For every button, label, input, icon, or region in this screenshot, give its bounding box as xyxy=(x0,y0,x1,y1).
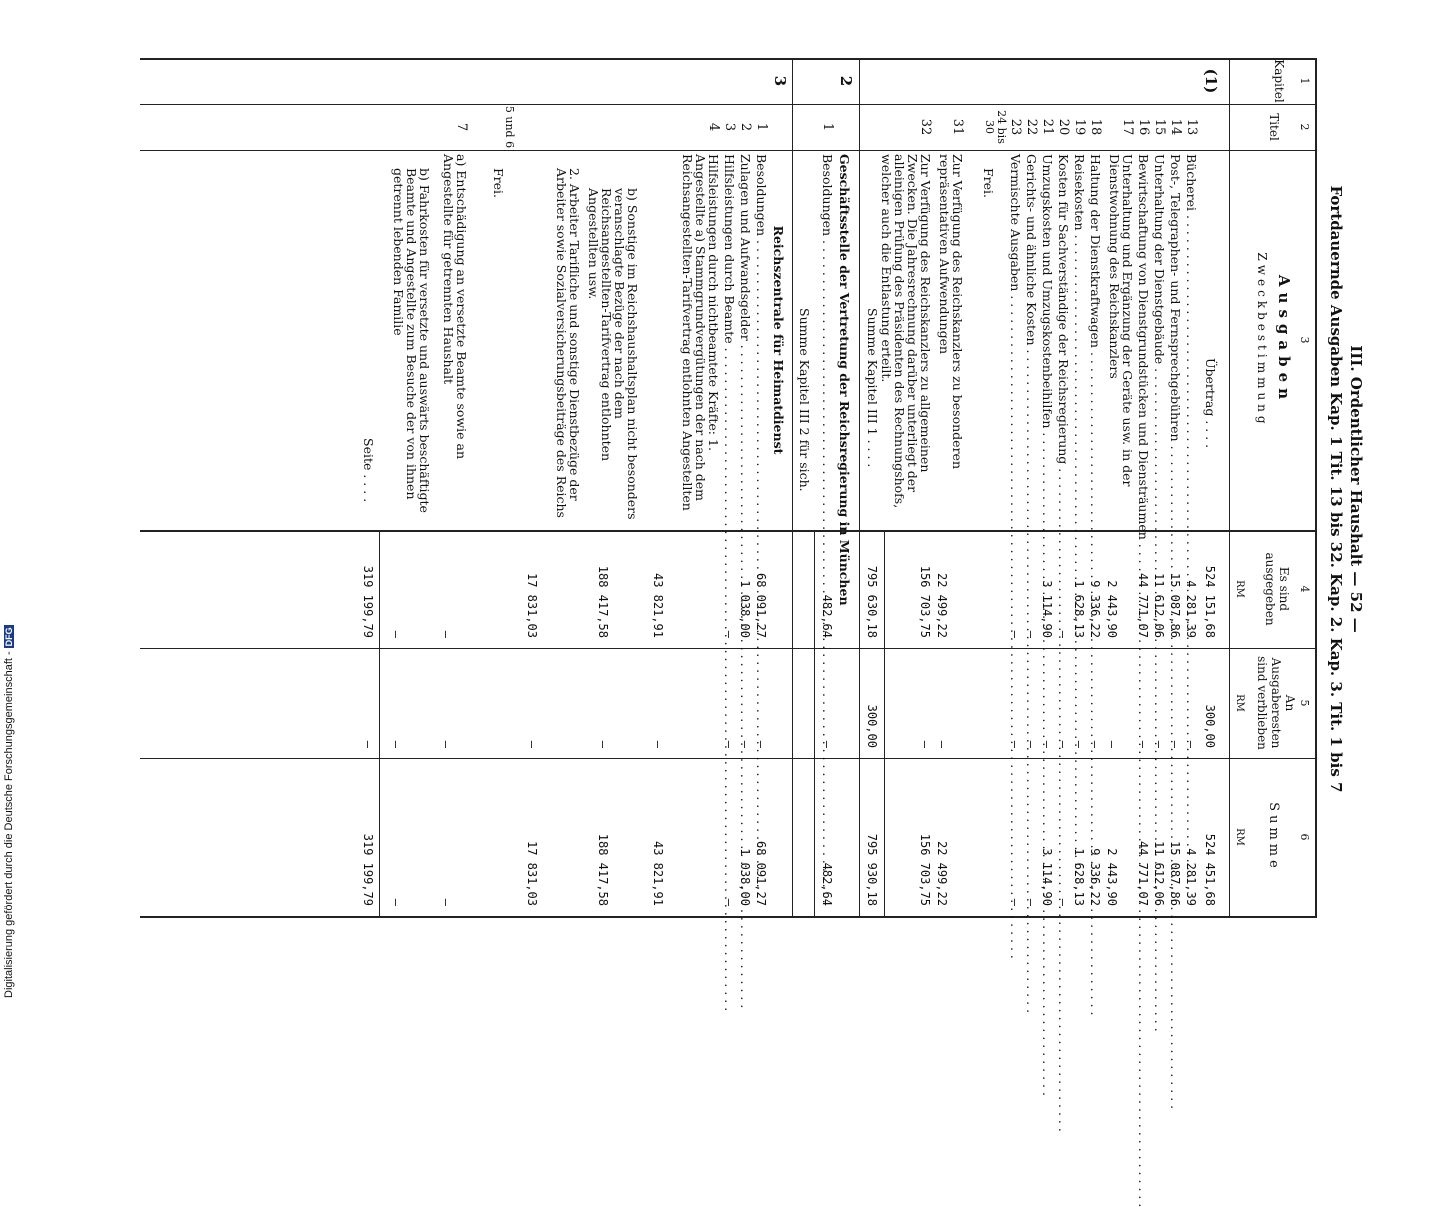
row-description: Zur Verfügung des Reichskanzlers zu besonderen repräsentativen Aufwendungen xyxy=(937,154,965,469)
amount-spent: 524 151,68 xyxy=(1203,565,1217,638)
amount-remaining: 300,00 xyxy=(1203,704,1217,748)
row-description: b) Fahrkosten für versetzte und auswärts beschäftigte Beamte und Angestellte zum Besuche der von ihnen getrennt lebenden Familie xyxy=(391,168,432,513)
titel-number: 3 xyxy=(722,122,737,132)
titel-number: 18 xyxy=(1088,118,1103,136)
row-description: Summe Kapitel III 2 für sich. xyxy=(797,308,812,492)
amount-remaining: — xyxy=(1072,740,1086,748)
table-border-left xyxy=(140,58,1315,60)
row-description: Gerichts- und ähnliche Kosten . . . xyxy=(1025,154,1038,526)
amount-remaining: — xyxy=(1040,740,1054,748)
titel-number: 14 xyxy=(1168,118,1183,136)
page-header-line2: Fortdauernde Ausgaben Kap. 1 Tit. 13 bis 32. Kap. 2. Kap. 3. Tit. 1 bis 7 xyxy=(1327,185,1345,793)
titel-number: 19 xyxy=(1072,118,1087,136)
amount-spent: 319 199,79 xyxy=(361,565,375,638)
kapitel-number: (1) xyxy=(1202,68,1220,94)
column-number-3: 3 xyxy=(1298,336,1311,344)
amount-spent: 3 114,90 xyxy=(1040,580,1054,638)
amount-remaining: — xyxy=(439,740,453,748)
row-description: Umzugskosten und Umzugskostenbeihilfen . . . xyxy=(1041,154,1054,526)
amount-total: 15 087,86 xyxy=(1168,840,1182,906)
titel-number: 20 xyxy=(1056,118,1071,136)
dfg-logo: DFG xyxy=(4,627,14,647)
row-description: 2. Arbeiter Tarifliche und sonstige Dienstbezüge der Arbeiter sowie Sozialversicherungsbeiträge des Reichs xyxy=(554,168,582,518)
row-description: Bewirtschaftung von Dienstgrundstücken und Diensträumen . . . xyxy=(1137,154,1150,526)
titel-number: 15 xyxy=(1152,118,1167,136)
amount-total: 2 443,90 xyxy=(1105,848,1119,906)
amount-total: — xyxy=(722,898,736,906)
column-header-zweck: Zweckbestimmung xyxy=(1255,252,1269,428)
kapitel-number: 2 xyxy=(837,75,855,87)
titel-number: 5 und 6 xyxy=(503,105,516,149)
row-description: Bücherei . . . xyxy=(1185,154,1198,526)
page-header-line1: III. Ordentlicher Haushalt — 52 — xyxy=(1347,345,1365,633)
amount-total: 4 281,39 xyxy=(1184,848,1198,906)
amount-spent: 156 703,75 xyxy=(918,565,932,638)
titel-number: 22 xyxy=(1024,118,1039,136)
column-number-1: 1 xyxy=(1298,77,1311,85)
column-header-summe: Summe xyxy=(1266,802,1281,872)
amount-spent: 22 499,22 xyxy=(935,572,949,638)
titel-number: 31 xyxy=(950,118,965,136)
row-description: b) Sonstige im Reichshaushaltsplan nicht besonders veranschlagte Bezüge der nach dem Reichsangestellten-Tarifvertrag entlohnten Angestellten usw. xyxy=(586,188,640,520)
amount-total: 22 499,22 xyxy=(935,840,949,906)
amount-total: 43 821,91 xyxy=(651,840,665,906)
amount-total: 319 199,79 xyxy=(361,833,375,906)
sum-rule xyxy=(884,530,885,918)
row-description: Reisekosten . . . xyxy=(1073,154,1086,526)
column-header-titel: Titel xyxy=(1267,113,1281,141)
column-rule xyxy=(140,150,1315,151)
amount-spent: — xyxy=(1056,630,1070,638)
amount-spent: — xyxy=(722,630,736,638)
unit-label: RM xyxy=(1234,828,1245,846)
unit-label: RM xyxy=(1234,694,1245,712)
amount-spent: — xyxy=(439,630,453,638)
row-description: Frei. xyxy=(981,168,996,199)
column-number-2: 2 xyxy=(1298,123,1311,131)
amount-remaining: — xyxy=(918,740,932,748)
titel-number: 24 bis 30 xyxy=(983,110,1008,144)
titel-number: 21 xyxy=(1040,118,1055,136)
digitization-note-text: Digitalisierung gefördert durch die Deutsche Forschungsgemeinschaft - xyxy=(3,651,15,998)
amount-spent: 17 831,03 xyxy=(525,572,539,638)
sum-rule xyxy=(379,530,380,918)
row-description: Hilfsleistungen durch Beamte . . . xyxy=(723,154,736,526)
row-description: Übertrag . . . . xyxy=(1203,358,1218,449)
titel-number: 4 xyxy=(706,122,721,132)
column-header-reste: An Ausgaberesten sind verblieben xyxy=(1255,656,1297,750)
amount-total: 1 038,00 xyxy=(738,848,752,906)
amount-total: 524 451,68 xyxy=(1203,833,1217,906)
amount-total: 3 114,90 xyxy=(1040,848,1054,906)
amount-total: 795 930,18 xyxy=(865,833,879,906)
amount-total: 156 703,75 xyxy=(918,833,932,906)
column-header-ausgaben: Ausgaben xyxy=(1275,274,1293,406)
amount-total: 68 091,27 xyxy=(754,840,768,906)
amount-remaining: — xyxy=(1008,740,1022,748)
amount-remaining: — xyxy=(935,740,949,748)
row-description: Besoldungen . . . xyxy=(755,154,768,526)
amount-total: — xyxy=(1056,898,1070,906)
unit-label: RM xyxy=(1234,580,1245,598)
amount-total: — xyxy=(1008,898,1022,906)
amount-total: 482,64 xyxy=(820,862,834,906)
amount-remaining: — xyxy=(1088,740,1102,748)
titel-number: 7 xyxy=(454,122,469,132)
amount-spent: 43 821,91 xyxy=(651,572,665,638)
amount-total: — xyxy=(1024,898,1038,906)
amount-total: 188 417,58 xyxy=(596,833,610,906)
amount-remaining: — xyxy=(1105,740,1119,748)
column-header-ausgegeben: Es sind ausgegeben xyxy=(1263,552,1291,626)
amount-remaining: — xyxy=(1056,740,1070,748)
amount-spent: 2 443,90 xyxy=(1105,580,1119,638)
amount-spent: — xyxy=(389,630,403,638)
row-description: Seite . . . . xyxy=(361,438,376,503)
row-description: Kosten für Sachverständige der Reichsregierung . . . xyxy=(1057,154,1070,526)
rotated-ledger-page xyxy=(137,58,1367,920)
amount-remaining: — xyxy=(651,740,665,748)
ledger-table xyxy=(140,58,1317,918)
row-description: a) Entschädigung an versetzte Beamte sowie an Angestellte für getrennten Haushalt xyxy=(441,154,469,460)
row-description: Summe Kapitel III 1 . . . . xyxy=(865,308,880,468)
row-description: Haltung der Dienstkraftwagen . . . xyxy=(1089,154,1102,526)
amount-total: — xyxy=(439,898,453,906)
sum-rule xyxy=(814,530,815,918)
row-description: Post-, Telegraphen- und Fernsprechgebühren . . . xyxy=(1169,154,1182,526)
amount-spent: — xyxy=(1024,630,1038,638)
row-description: Hilfsleistungen durch nichtbeamtete Kräfte: 1. Angestellte a) Stammgrundvergütungen der nach dem Reichsangestellten-Tarifvertrag entlohnten Angestellten xyxy=(680,154,721,511)
amount-spent: 482,64 xyxy=(820,594,834,638)
section-heading: Geschäftsstelle der Vertretung der Reichsregierung in München xyxy=(837,154,852,606)
amount-remaining: — xyxy=(820,740,834,748)
amount-remaining: — xyxy=(525,740,539,748)
amount-remaining: — xyxy=(738,740,752,748)
amount-spent: 795 630,18 xyxy=(865,565,879,638)
column-number-5: 5 xyxy=(1298,699,1311,707)
row-description: Zulagen und Aufwandsgelder . . . xyxy=(739,154,752,526)
amount-total: 17 831,03 xyxy=(525,840,539,906)
amount-spent: 44 771,07 xyxy=(1136,572,1150,638)
kapitel-number: 3 xyxy=(771,75,789,87)
titel-number: 1 xyxy=(754,122,769,132)
amount-remaining: — xyxy=(1168,740,1182,748)
section-rule xyxy=(859,58,860,918)
row-description: Unterhaltung der Dienstgebäude . . . xyxy=(1153,154,1166,526)
amount-remaining: — xyxy=(596,740,610,748)
amount-spent: — xyxy=(1008,630,1022,638)
row-description: Besoldungen . . . xyxy=(821,154,834,526)
titel-number: 13 xyxy=(1184,118,1199,136)
row-description: Vermischte Ausgaben . . . xyxy=(1009,154,1022,526)
titel-number: 16 xyxy=(1136,118,1151,136)
digitization-note xyxy=(3,625,15,998)
titel-number: 23 xyxy=(1008,118,1023,136)
section-heading: Reichszentrale für Heimatdienst xyxy=(771,225,786,455)
amount-spent: 15 087,86 xyxy=(1168,572,1182,638)
amount-spent: 1 628,13 xyxy=(1072,580,1086,638)
amount-spent: 4 281,39 xyxy=(1184,580,1198,638)
column-header-kapitel: Kapitel xyxy=(1272,59,1286,103)
row-description: Frei. xyxy=(491,168,506,199)
amount-total: 11 612,06 xyxy=(1152,840,1166,906)
titel-number: 32 xyxy=(918,118,933,136)
row-description: Unterhaltung und Ergänzung der Geräte usw. in der Dienstwohnung des Reichskanzlers xyxy=(1107,154,1135,487)
amount-remaining: 300,00 xyxy=(865,704,879,748)
amount-spent: 68 091,27 xyxy=(754,572,768,638)
amount-remaining: — xyxy=(1152,740,1166,748)
amount-remaining: — xyxy=(361,740,375,748)
amount-remaining: — xyxy=(389,740,403,748)
column-number-6: 6 xyxy=(1298,833,1311,841)
amount-spent: 11 612,06 xyxy=(1152,572,1166,638)
amount-spent: 188 417,58 xyxy=(596,565,610,638)
column-number-4: 4 xyxy=(1298,585,1311,593)
amount-spent: 9 336,22 xyxy=(1088,580,1102,638)
amount-total: 44 771,07 xyxy=(1136,840,1150,906)
amount-remaining: — xyxy=(1024,740,1038,748)
amount-spent: 1 038,00 xyxy=(738,580,752,638)
amount-remaining: — xyxy=(722,740,736,748)
section-rule xyxy=(792,58,793,918)
titel-number: 17 xyxy=(1120,118,1135,136)
amount-total: 1 628,13 xyxy=(1072,848,1086,906)
header-rule xyxy=(1229,58,1230,918)
amount-remaining: — xyxy=(1136,740,1150,748)
row-description: Zur Verfügung des Reichskanzlers zu allgemeinen Zwecken. Die Jahresrechnung darüber unterliegt der alleinigen Prüfung des Präsidenten des Rechnungshofs, welcher auch die Entlastung erteilt. xyxy=(879,154,933,509)
titel-number: 1 xyxy=(820,122,835,132)
titel-number: 2 xyxy=(738,122,753,132)
amount-total: — xyxy=(389,898,403,906)
amount-remaining: — xyxy=(754,740,768,748)
amount-remaining: — xyxy=(1184,740,1198,748)
amount-total: 9 336,22 xyxy=(1088,848,1102,906)
